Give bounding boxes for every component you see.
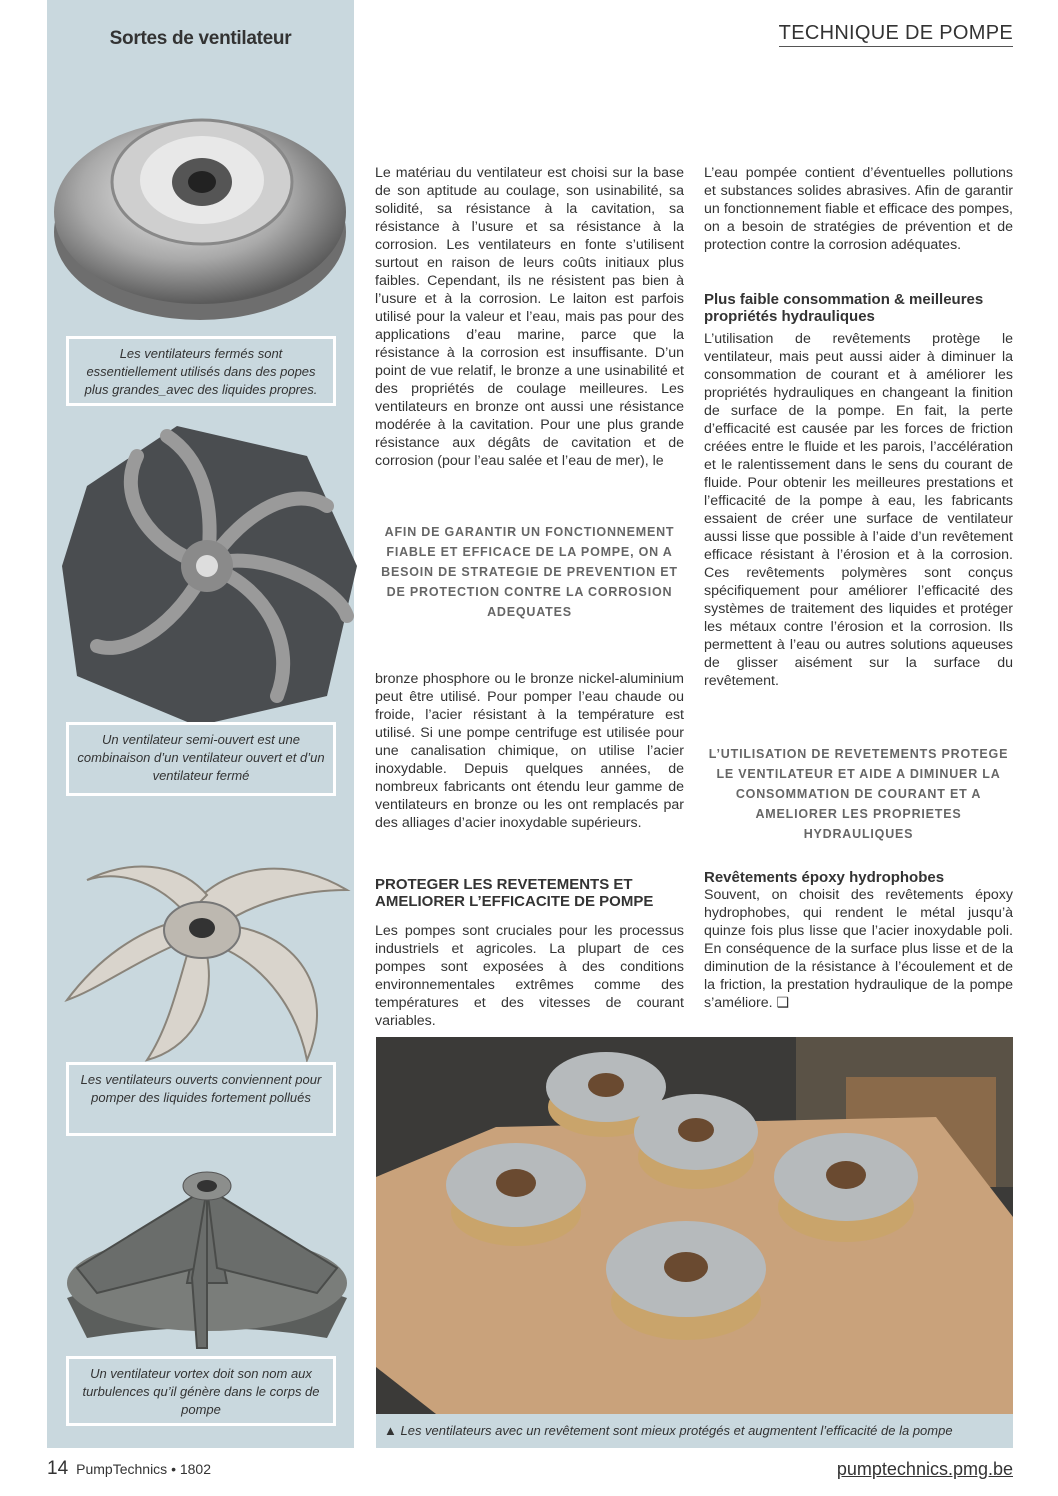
column-1-paragraph-3: Les pompes sont cruciales pour les processus industriels et agricoles. La plupart de ces pompes sont exposées à des conditions environnementales extrêmes comme des températures et des vitesses de courant variables. — [375, 923, 684, 1029]
photo-caption-text: Les ventilateurs avec un revêtement sont mieux protégés et augmentent l’efficacité de la pompe — [400, 1423, 953, 1438]
caret-up-icon: ▲ — [384, 1423, 401, 1438]
caption-semi-open-impeller: Un ventilateur semi-ouvert est une combinaison d’un ventilateur ouvert et d’un ventilateur fermé — [66, 722, 336, 796]
vortex-impeller-image — [57, 1148, 352, 1358]
open-impeller-image — [57, 840, 357, 1065]
column-2-paragraph-3: Souvent, on choisit des revêtements époxy hydrophobes, qui rendent le métal jusqu’à quinze fois plus lisse que l’acier inoxydable poli. En conséquence de la surface plus lisse et de la diminution de la résistance à l’écoulement et de la friction, la prestation hydraulique de la pompe s’améliore. ❑ — [704, 887, 1013, 1011]
photo-caption — [376, 1414, 1013, 1448]
footer-left — [47, 1458, 211, 1480]
section-title: TECHNIQUE DE POMPE — [779, 22, 1013, 47]
heading-protect-coatings: PROTEGER LES REVETEMENTS ET AMELIORER L’EFFICACITE DE POMPE — [375, 876, 654, 910]
magazine-issue: PumpTechnics • 1802 — [76, 1461, 212, 1477]
caption-closed-impeller: Les ventilateurs fermés sont essentiellement utilisés dans des popes plus grandes_avec des liquides propres. — [66, 336, 336, 406]
caption-vortex-impeller: Un ventilateur vortex doit son nom aux turbulences qu’il génère dans le corps de pompe — [66, 1356, 336, 1426]
column-1-paragraph-1: Le matériau du ventilateur est choisi sur la base de son aptitude au coulage, son usinabilité, sa solidité, sa résistance à la cavitation, sa résistance à l’usure et sa résistance à la corrosion. Les ventilateurs en fonte s’utilisent surtout en raison de leurs coûts initiaux plus faibles. Cependant, ils ne résistent pas bien à l’usure et à la corrosion. Le laiton est parfois utilisé pour la valeur et l’eau, mais pas pour des applications d’eau marine, parce que la résistance à la corrosion est insuffisante. D’un point de vue relatif, le bronze a une usinabilité et des propriétés de coulage meilleures. Les ventilateurs en bronze ont aussi une résistance modérée à la cavitation. Pour une plus grande résistance aux dégâts de cavitation et de corrosion (pour l’eau salée et l’eau de mer), le — [375, 165, 684, 469]
column-1-paragraph-2: bronze phosphore ou le bronze nickel-aluminium peut être utilisé. Pour pomper l’eau chaude ou froide, l’acier résistant à la température est utilisé. Si une pompe centrifuge est utilisée pour une canalisation chimique, on utilise l’acier inoxydable. Depuis quelques années, de nombreux fabricants ont étendu leur gamme de ventilateurs en bronze ou les ont remplacés par des alliages d’acier inoxydable supérieurs. — [375, 671, 684, 831]
heading-lower-consumption: Plus faible consommation & meilleures propriétés hydrauliques — [704, 291, 984, 325]
sidebar — [47, 0, 354, 1448]
column-2-paragraph-1: L’eau pompée contient d’éventuelles pollutions et substances solides abrasives. Afin de garantir un fonctionnement fiable et efficace des pompes, on a besoin de stratégies de prévention et de protection contre la corrosion adéquates. — [704, 165, 1013, 253]
website-link[interactable]: pumptechnics.pmg.be — [836, 1459, 1013, 1479]
pull-quote-1: AFIN DE GARANTIR UN FONCTIONNEMENT FIABLE ET EFFICACE DE LA POMPE, ON A BESOIN DE STRATEGIE DE PREVENTION ET DE PROTECTION CONTRE LA CORROSION ADEQUATES — [381, 525, 678, 619]
caption-open-impeller: Les ventilateurs ouverts conviennent pour pomper des liquides fortement pollués — [66, 1062, 336, 1136]
sidebar-title: Sortes de ventilateur — [109, 28, 292, 49]
pull-quote-2: L’UTILISATION DE REVETEMENTS PROTEGE LE VENTILATEUR ET AIDE A DIMINUER LA CONSOMMATION DE COURANT ET A AMELIORER LES PROPRIETES HYDRAULIQUES — [708, 747, 1009, 841]
heading-epoxy-coatings: Revêtements époxy hydrophobes — [704, 869, 945, 886]
closed-impeller-image — [52, 82, 352, 332]
page-number: 14 — [47, 1458, 69, 1479]
coated-impellers-photo — [376, 1037, 1013, 1414]
column-2-paragraph-2: L’utilisation de revêtements protège le ventilateur, mais peut aussi aider à diminuer la consommation de courant et à améliorer les propriétés hydrauliques en changeant la finition de surface de la pompe. En fait, la perte d’efficacité est causée par les forces de friction créées entre le fluide et les parois, l’accélération et le ralentissement dans le sens du courant de fluide. Pour obtenir les meilleures prestations et l’efficacité de la pompe à eau, les fabricants essaient de créer une surface de ventilateur aussi lisse que possible à l’aide d’un revêtement efficace résistant à l’érosion et à la corrosion. Ces revêtements polymères sont conçus spécifiquement pour améliorer l’efficacité des systèmes de traitement des liquides et protéger les métaux contre l’érosion et la corrosion. Ils permettent à l’eau ou autres solutions aqueuses de glisser aisément sur la surface du revêtement. — [704, 331, 1013, 689]
semi-open-impeller-image — [57, 416, 357, 728]
